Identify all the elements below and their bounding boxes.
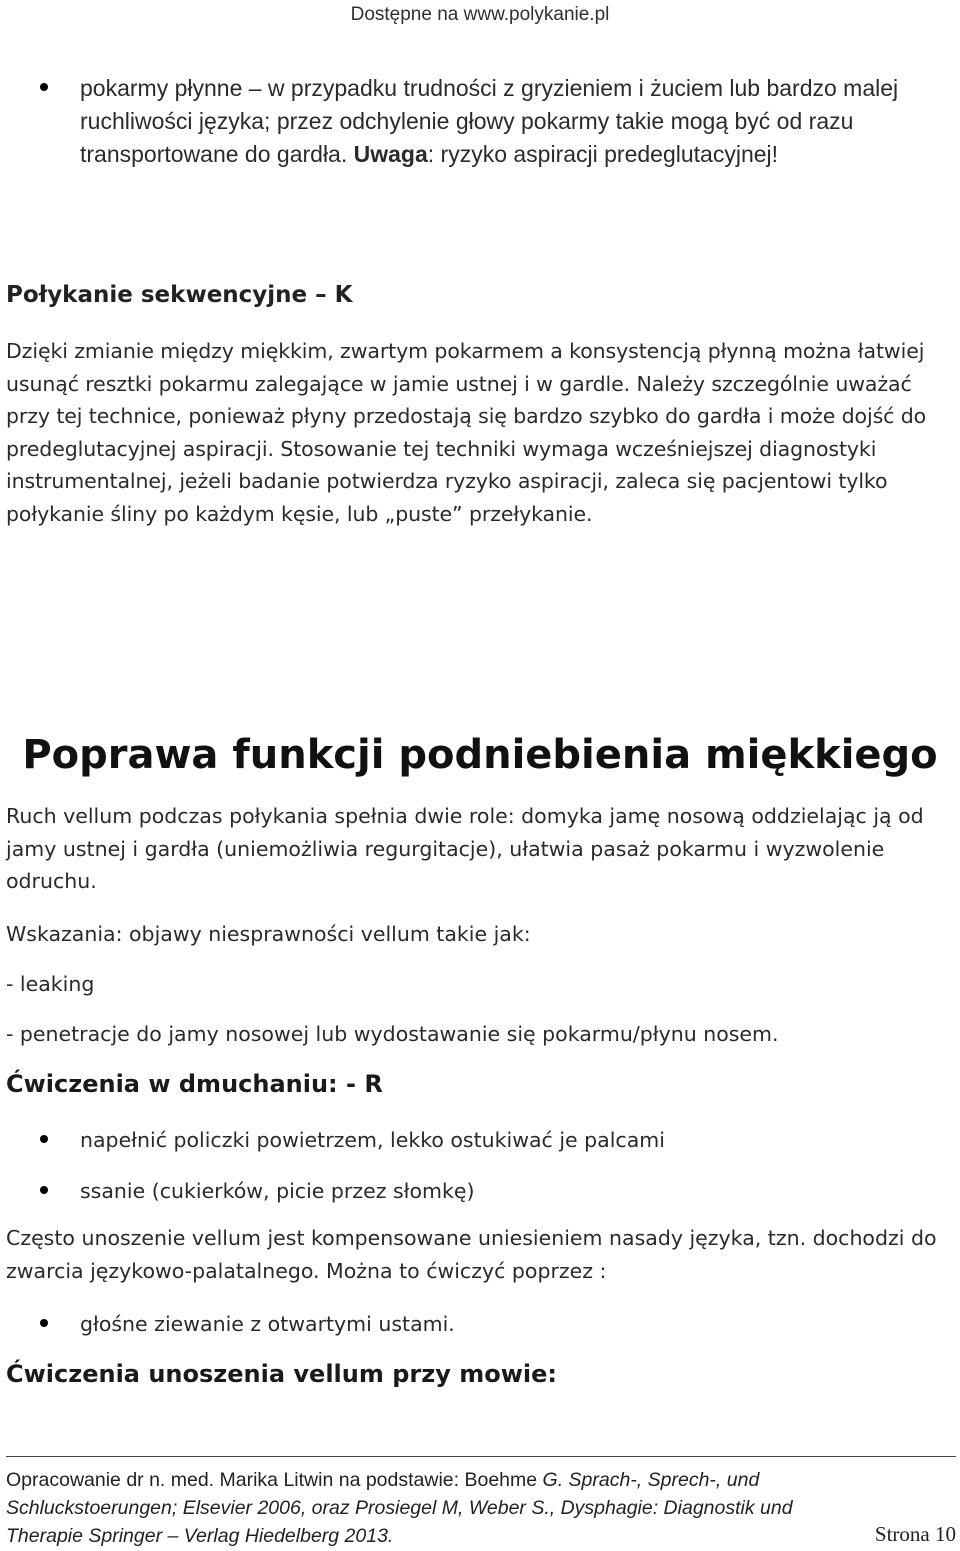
bullet-list-blowing xyxy=(0,1124,950,1226)
indication-item-leaking: - leaking xyxy=(6,972,95,996)
paragraph-sequential: Dzięki zmianie między miękkim, zwartym pokarmem a konsystencją płynną można łatwiej usunąć resztki pokarmu zalegające w jamie ustnej i w gardle. Należy szczególnie uważać przy tej technice, ponieważ płyny przedostają się bardzo szybko do gardła i może dojść do predeglutacyjnej aspiracji. Stosowanie tej techniki wymaga wcześniejszej diagnostyki instrumentalnej, jeżeli badanie potwierdza ryzyko aspiracji, zaleca się pacjentowi tylko połykanie śliny po każdym kęsie, lub „puste” przełykanie. xyxy=(6,339,927,526)
footer-divider xyxy=(6,1456,956,1457)
list-item xyxy=(0,72,950,171)
footer-citation xyxy=(6,1466,956,1550)
indications-text: Wskazania: objawy niesprawności vellum takie jak: xyxy=(6,922,531,946)
indication-item-penetration: - penetracje do jamy nosowej lub wydostawanie się pokarmu/płynu nosem. xyxy=(6,1022,779,1046)
footer-line-1 xyxy=(6,1466,956,1494)
list-item: ssanie (cukierków, picie przez słomkę) xyxy=(0,1175,950,1207)
paragraph-compensation: Często unoszenie vellum jest kompensowane uniesieniem nasady języka, tzn. dochodzi do zwarcia językowo-palatalnego. Można to ćwiczyć poprzez : xyxy=(6,1226,937,1283)
footer-line-3: Therapie Springer – Verlag Hiedelberg 2013. xyxy=(6,1525,394,1547)
section-heading-blowing: Ćwiczenia w dmuchaniu: - R xyxy=(6,1070,383,1098)
warning-text: : ryzyko aspiracji predeglutacyjnej! xyxy=(427,141,779,167)
section-title-velum: Poprawa funkcji podniebienia miękkiego xyxy=(22,732,938,778)
bullet-list-exercise xyxy=(0,1308,950,1340)
footer-line-1-italic: G. Sprach-, Sprech-, und xyxy=(537,1469,760,1491)
list-item-text: pokarmy płynne – w przypadku trudności z gryzieniem i żuciem lub bardzo malej ruchliwości języka; przez odchylenie głowy pokarmy takie mogą być od razu transportowane do gardła. xyxy=(80,75,899,167)
page-header-site: Dostępne na www.polykanie.pl xyxy=(350,4,610,25)
section-heading-speech: Ćwiczenia unoszenia vellum przy mowie: xyxy=(6,1360,557,1388)
footer-line-2: Schluckstoerungen; Elsevier 2006, oraz Prosiegel M, Weber S., Dysphagie: Diagnostik und xyxy=(6,1497,793,1519)
list-item: napełnić policzki powietrzem, lekko ostukiwać je palcami xyxy=(0,1124,950,1156)
section-heading-sequential: Połykanie sekwencyjne – K xyxy=(6,282,353,308)
page-number: Strona 10 xyxy=(874,1522,956,1546)
warning-label: Uwaga xyxy=(353,141,428,167)
list-item: głośne ziewanie z otwartymi ustami. xyxy=(0,1308,950,1340)
paragraph-velum: Ruch vellum podczas połykania spełnia dwie role: domyka jamę nosową oddzielając ją od jamy ustnej i gardła (uniemożliwia regurgitacje), ułatwia pasaż pokarmu i wyzwolenie odruchu. xyxy=(6,804,924,893)
bullet-list-top xyxy=(0,72,950,171)
footer-line-1-plain: Opracowanie dr n. med. Marika Litwin na podstawie: Boehme xyxy=(6,1469,538,1491)
